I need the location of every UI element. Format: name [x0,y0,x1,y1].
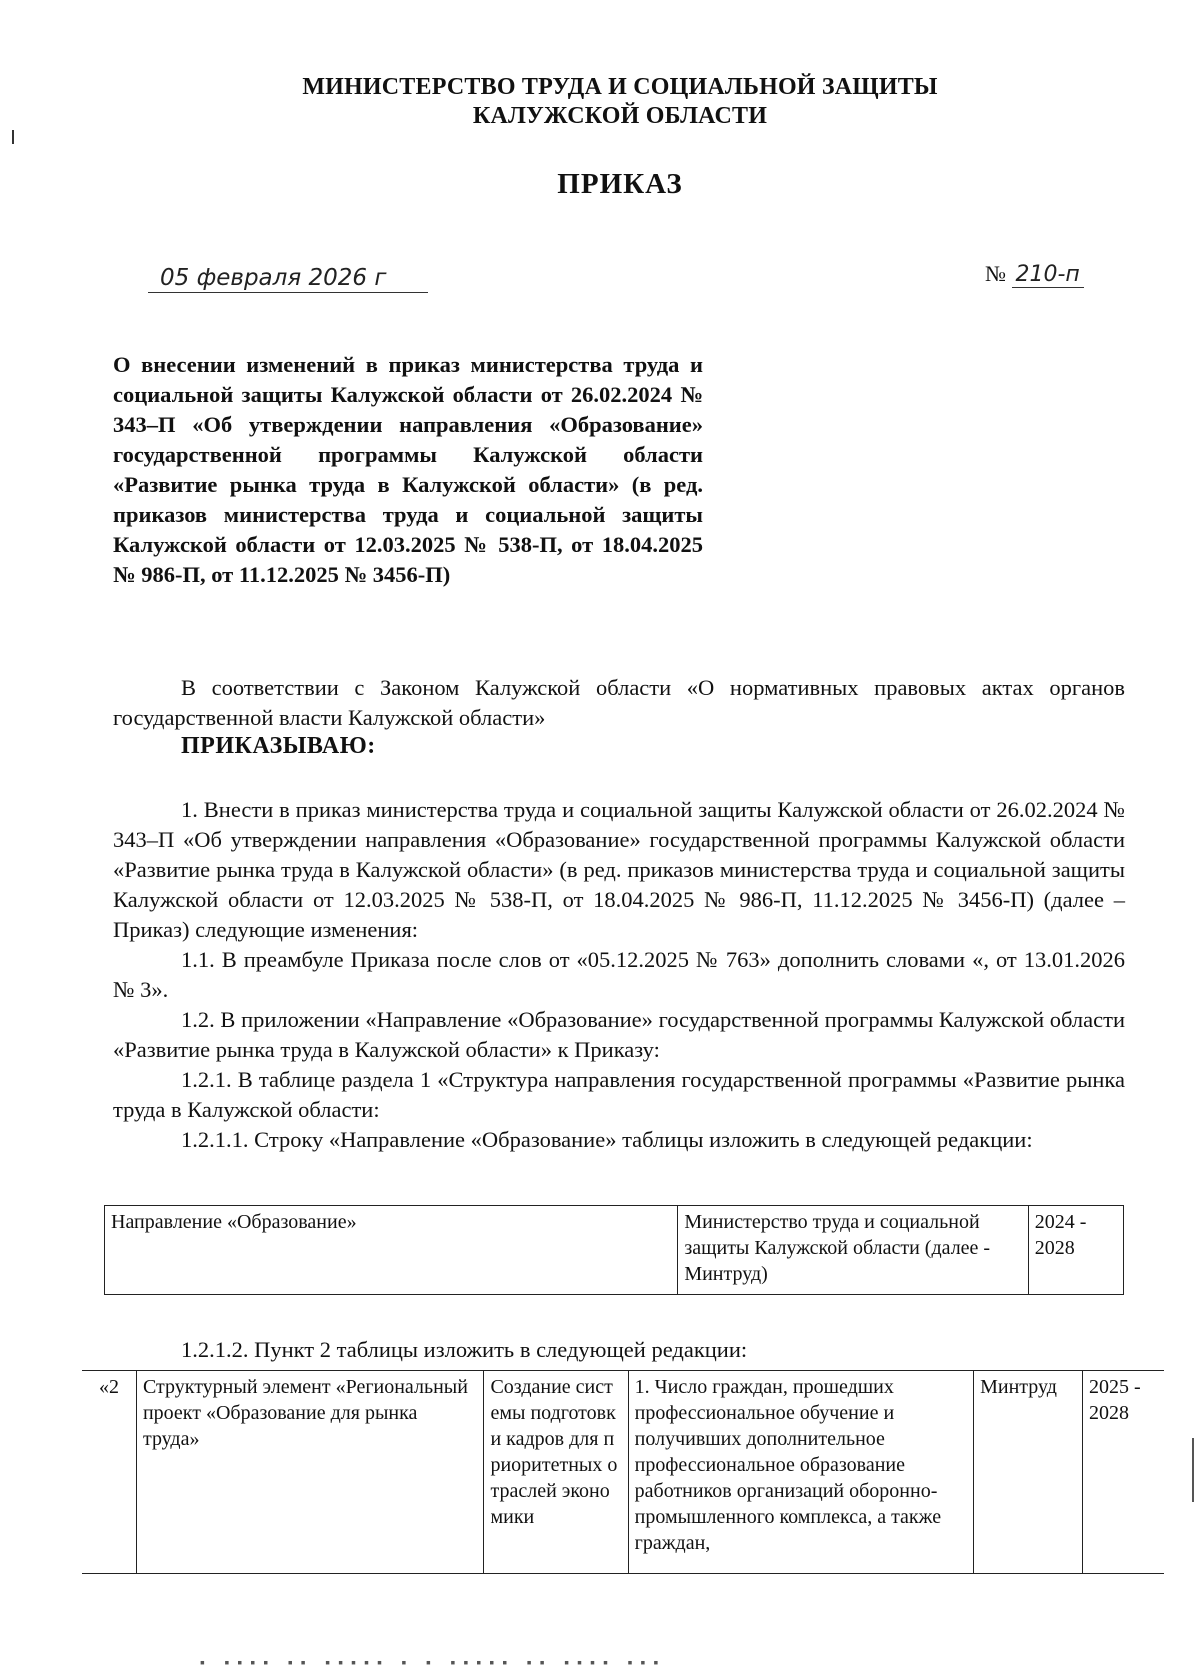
cut-off-next-line: ▪ ▪▪▪▪ ▪▪ ▪▪▪▪▪ ▪ ▪ ▪▪▪▪▪ ▪▪ ▪▪▪▪ ▪▪▪ [200,1656,667,1671]
period-cell: 2025 - 2028 [1083,1371,1164,1574]
order-command: ПРИКАЗЫВАЮ: [181,733,376,759]
paragraph-1-2-1-1: 1.2.1.1. Строку «Направление «Образование» таблицы изложить в следующей редакции: [181,1127,1033,1152]
preamble-text: В соответствии с Законом Калужской области «О нормативных правовых актах органов государственной власти Калужской области» [113,675,1125,730]
order-body [113,795,1125,1155]
ministry-header [0,73,1200,131]
scan-artifact [1192,1438,1194,1502]
ministry-name-line2: КАЛУЖСКОЙ ОБЛАСТИ [472,103,768,129]
order-number [985,261,1084,287]
structural-element-cell: Структурный элемент «Региональный проект «Образование для рынка труда» [136,1371,484,1574]
paragraph-1-1: 1.1. В преамбуле Приказа после слов от «05.12.2025 № 763» дополнить словами «, от 13.01.2026 № 3». [113,947,1125,1002]
paragraph-1: 1. Внести в приказ министерства труда и социальной защиты Калужской области от 26.02.2024 № 343–П «Об утверждении направления «Образование» государственной программы Калужской области «Развитие рынка труда в Калужской области» (в ред. приказов министерства труда и социальной защиты Калужской области от 12.03.2025 № 538-П, от 18.04.2025 № 986-П, 11.12.2025 № 3456-П) (далее – Приказ) следующие изменения: [113,797,1125,942]
ministry-name-line1: МИНИСТЕРСТВО ТРУДА И СОЦИАЛЬНОЙ ЗАЩИТЫ [302,74,938,100]
scan-artifact [12,130,14,144]
document-type-title: ПРИКАЗ [557,168,683,200]
task-cell: Создание системы подготовки кадров для приоритетных отраслей экономики [484,1371,628,1574]
paragraph-1-2: 1.2. В приложении «Направление «Образование» государственной программы Калужской области «Развитие рынка труда в Калужской области» к Приказу: [113,1007,1125,1062]
table-row [82,1371,1164,1574]
number-sign: № [985,261,1006,286]
order-subject: О внесении изменений в приказ министерства труда и социальной защиты Калужской области от 26.02.2024 № 343–П «Об утверждении направления «Образование» государственной программы Калужской области «Развитие рынка труда в Калужской области» (в ред. приказов министерства труда и социальной защиты Калужской области от 12.03.2025 № 538-П, от 18.04.2025 № 986-П, от 11.12.2025 № 3456-П) [113,352,703,587]
handwritten-number: 210-п [1012,262,1084,288]
responsible-cell: Минтруд [974,1371,1083,1574]
row-number-cell: «2 [82,1371,136,1574]
paragraph-1-2-1: 1.2.1. В таблице раздела 1 «Структура направления государственной программы «Развитие рынка труда в Калужской области: [113,1067,1125,1122]
table-row [105,1206,1124,1295]
period-cell: 2024 - 2028 [1028,1206,1123,1295]
item-2-table [82,1370,1164,1574]
paragraph-1-2-1-2: 1.2.1.2. Пункт 2 таблицы изложить в следующей редакции: [181,1337,748,1362]
indicator-cell: 1. Число граждан, прошедших профессиональное обучение и получивших дополнительное профессиональное образование работников организаций оборонно-промышленного комплекса, а также граждан, [628,1371,973,1574]
direction-name-cell: Направление «Образование» [105,1206,678,1295]
responsible-cell: Министерство труда и социальной защиты Калужской области (далее - Минтруд) [678,1206,1028,1295]
handwritten-date: 05 февраля 2026 г [160,265,387,291]
direction-table [104,1205,1124,1295]
date-underline [148,292,428,293]
